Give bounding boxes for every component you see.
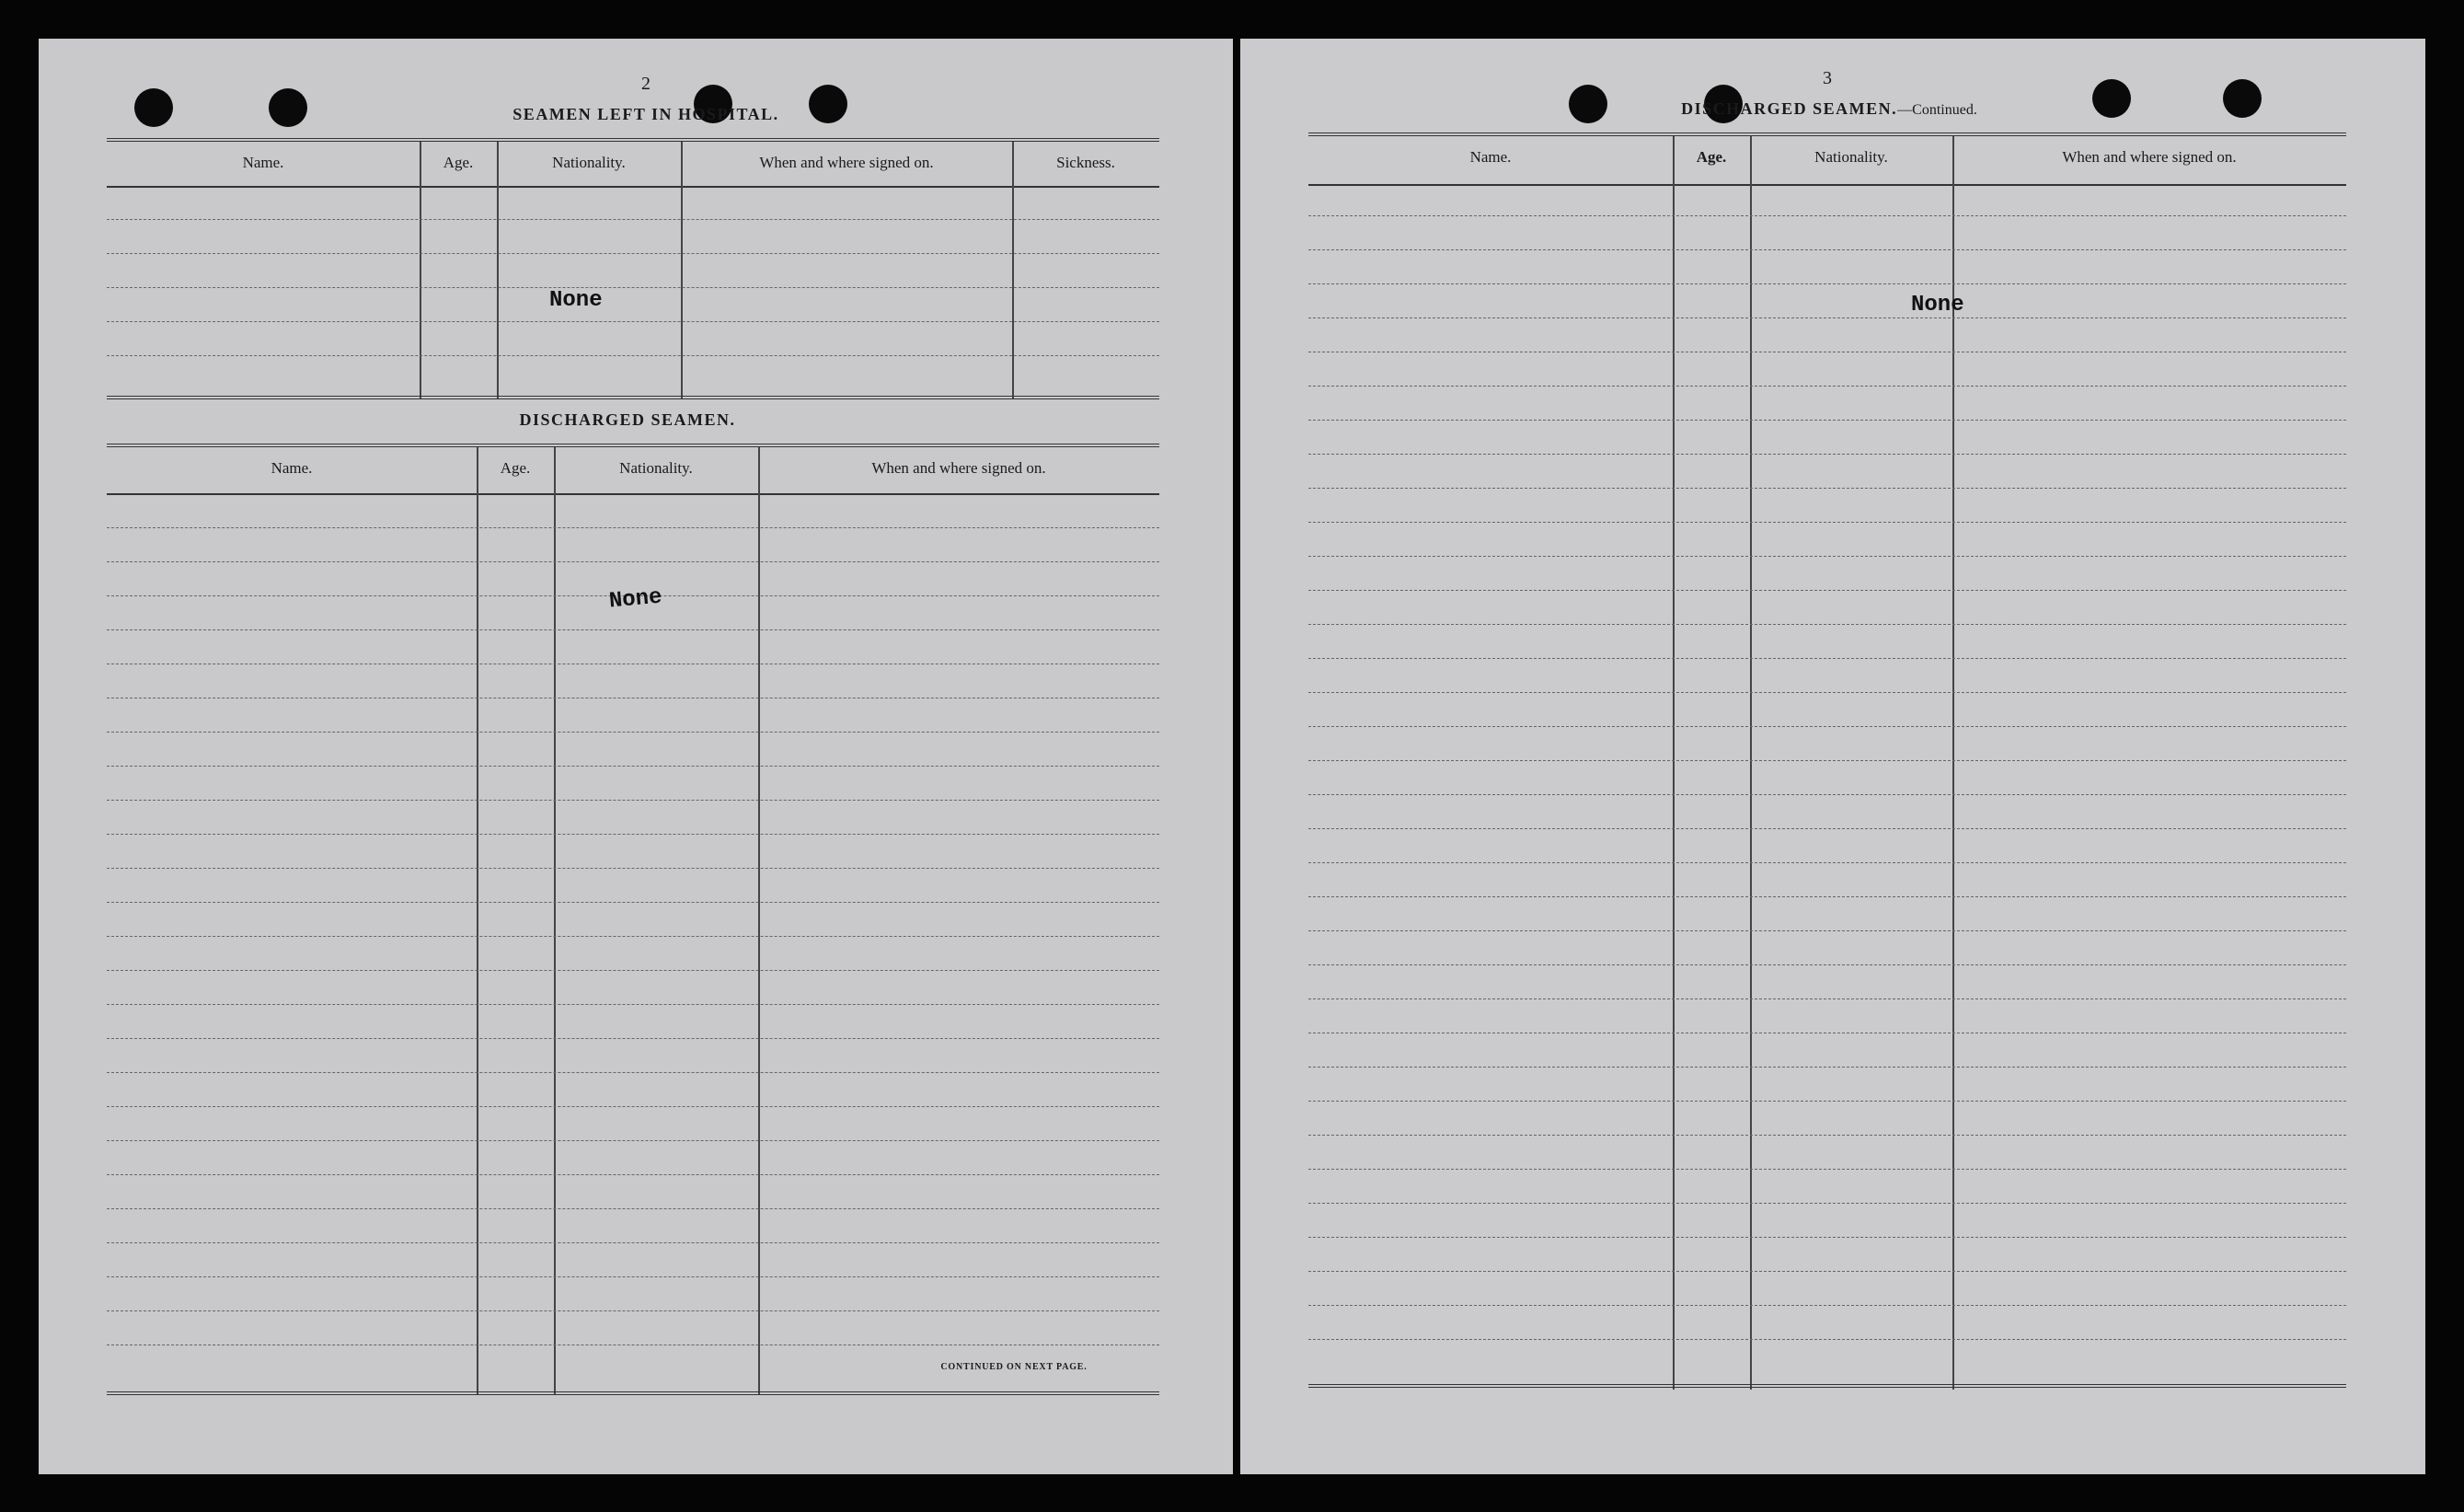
right-section-title	[1608, 99, 2050, 119]
col-header-name: Name.	[1469, 148, 1512, 166]
right-title-suffix: —Continued.	[1897, 102, 1977, 118]
col-header-nationality: Nationality.	[619, 459, 693, 477]
col-header-signed-on: When and where signed on.	[2062, 148, 2237, 166]
col-header-nationality: Nationality.	[1814, 148, 1888, 166]
left-page	[39, 39, 1233, 1474]
discharged-section-title: DISCHARGED SEAMEN.	[519, 410, 736, 429]
col-header-signed-on: When and where signed on.	[871, 459, 1046, 477]
col-header-signed-on: When and where signed on.	[759, 154, 934, 171]
discharged-none-entry: None	[607, 584, 663, 615]
discharged-table	[107, 444, 1159, 1395]
right-page	[1240, 39, 2425, 1474]
col-header-nationality: Nationality.	[552, 154, 626, 171]
discharged-continued-table	[1308, 133, 2346, 1390]
hospital-table	[107, 138, 1159, 399]
punch-hole	[2223, 79, 2262, 118]
col-header-age: Age.	[500, 459, 531, 477]
right-title-text: DISCHARGED SEAMEN.	[1681, 99, 1898, 118]
page-number: 2	[641, 74, 651, 94]
right-none-entry: None	[1911, 293, 1964, 317]
punch-hole	[134, 88, 173, 127]
punch-hole	[1569, 85, 1607, 123]
col-header-name: Name.	[271, 459, 313, 477]
punch-hole	[269, 88, 307, 127]
hospital-none-entry: None	[549, 288, 603, 313]
page-number: 3	[1823, 68, 1832, 88]
punch-hole	[2092, 79, 2131, 118]
col-header-age: Age.	[443, 154, 474, 171]
continued-footer: CONTINUED ON NEXT PAGE.	[940, 1362, 1088, 1372]
col-header-age: Age.	[1696, 148, 1727, 166]
col-header-name: Name.	[242, 154, 284, 171]
hospital-section-title: SEAMEN LEFT IN HOSPITAL.	[512, 105, 779, 123]
col-header-sickness: Sickness.	[1056, 154, 1115, 171]
